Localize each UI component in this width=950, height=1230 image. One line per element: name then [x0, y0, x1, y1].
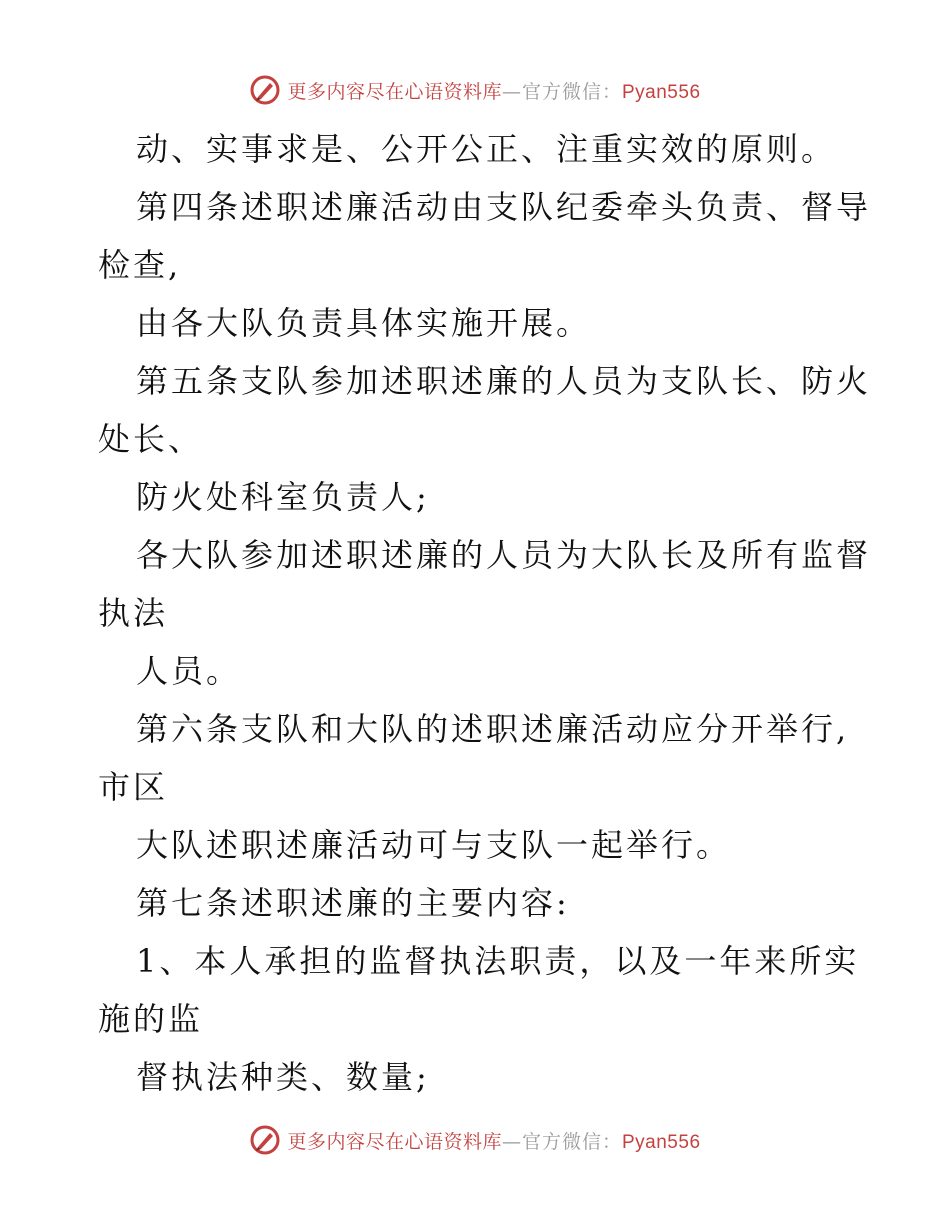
paragraph-line: 动、实事求是、公开公正、注重实效的原则。 [136, 130, 837, 168]
watermark-id: Pyan556 [622, 81, 701, 103]
watermark-id: Pyan556 [622, 1131, 701, 1153]
paragraph-line: 检查, [98, 246, 182, 284]
paragraph-line: 第六条支队和大队的述职述廉活动应分开举行, [136, 710, 850, 748]
paragraph-line: 督执法种类、数量; [136, 1058, 430, 1096]
paragraph-line: 由各大队负责具体实施开展。 [136, 304, 592, 342]
paragraph-line: 第四条述职述廉活动由支队纪委牵头负责、督导 [136, 188, 872, 226]
watermark-main: 更多内容尽在心语资料库 [287, 80, 502, 103]
paragraph-line: 防火处科室负责人; [136, 478, 430, 516]
watermark-official: 官方微信： [521, 80, 622, 103]
header-watermark [0, 70, 950, 110]
pen-logo-icon [249, 74, 281, 106]
paragraph-line: 第五条支队参加述职述廉的人员为支队长、防火 [136, 362, 872, 400]
watermark-main: 更多内容尽在心语资料库 [287, 1130, 502, 1153]
footer-watermark [0, 1120, 950, 1160]
paragraph-line: 处长、 [98, 420, 204, 458]
paragraph-line: 执法 [98, 594, 169, 632]
watermark-dash: — [501, 80, 522, 103]
paragraph-line: 各大队参加述职述廉的人员为大队长及所有监督 [136, 536, 872, 574]
watermark-official: 官方微信： [521, 1130, 622, 1153]
watermark-text [287, 77, 700, 104]
watermark-text [287, 1127, 700, 1154]
watermark-dash: — [501, 1130, 522, 1153]
paragraph-line: 1、本人承担的监督执法职责，以及一年来所实 [136, 942, 860, 980]
paragraph-line: 人员。 [136, 652, 242, 690]
pen-logo-icon [249, 1124, 281, 1156]
document-body [98, 120, 872, 1106]
paragraph-line: 施的监 [98, 1000, 204, 1038]
paragraph-line: 市区 [98, 768, 169, 806]
paragraph-line: 大队述职述廉活动可与支队一起举行。 [136, 826, 732, 864]
paragraph-line: 第七条述职述廉的主要内容: [136, 884, 570, 922]
